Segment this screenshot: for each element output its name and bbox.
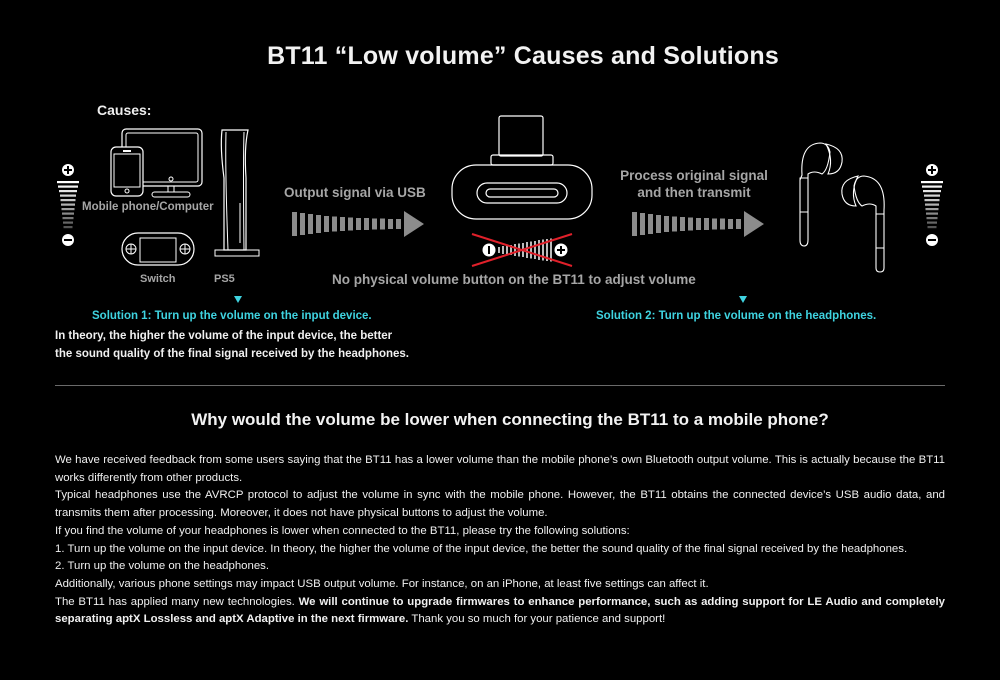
solution2-pointer-icon [739,296,747,303]
bt11-device-icon [448,115,598,230]
faq-last-intro: The BT11 has applied many new technologies. [55,595,299,608]
computer-phone-icon [108,128,208,205]
signal-arrow-icon-2 [630,210,766,245]
volume-bars-icon [56,162,80,248]
process-label-line2: and then transmit [637,185,751,200]
faq-paragraph: Additionally, various phone settings may impact USB output volume. For instance, on an iPhone, at least five settings can affect it. [55,577,709,590]
volume-scale-left [56,162,80,253]
volume-bars-icon [920,162,944,248]
crossed-volume-button-icon [470,233,574,274]
page-title: BT11 “Low volume” Causes and Solutions [267,42,779,70]
process-label-line1: Process original signal [620,168,768,183]
causes-label: Causes: [97,102,152,118]
volume-scale-right [920,162,944,253]
earphones-icon [798,140,898,280]
faq-paragraph: Typical headphones use the AVRCP protocol to adjust the volume in sync with the mobile phone. However, the BT11 obtains the connected device’s USB audio data, and transmits them after processing. Moreover, it does not have physical buttons to adjust the volume. [55,489,945,520]
faq-paragraph: We have received feedback from some users saying that the BT11 has a lower volume than the mobile phone’s own Bluetooth output volume. This is actually because the BT11 works differently from other products. [55,454,945,484]
solution1-pointer-icon [234,296,242,303]
section-divider [55,385,945,386]
faq-paragraph-last [55,594,945,629]
faq-last-outro: Thank you so much for your patience and support! [408,613,666,626]
solution1-detail-line1: In theory, the higher the volume of the input device, the better [55,330,393,342]
solution2-label: Solution 2: Turn up the volume on the headphones. [596,310,877,322]
no-button-label: No physical volume button on the BT11 to adjust volume [332,272,696,287]
faq-paragraph: 2. Turn up the volume on the headphones. [55,560,270,573]
faq-paragraph: 1. Turn up the volume on the input device. In theory, the higher the volume of the input device, the better the sound quality of the final signal received by the headphones. [55,542,908,555]
faq-body [55,452,945,629]
solution1-detail-line2: the sound quality of the final signal received by the headphones. [55,348,410,360]
switch-label: Switch [140,273,176,285]
faq-question: Why would the volume be lower when connecting the BT11 to a mobile phone? [191,410,829,429]
solution1-detail [55,327,409,363]
faq-last-bold: We will continue to upgrade firmwares to enhance performance, such as adding support for LE Audio and completely separating aptX Lossless and aptX Adaptive in the next firmware. [55,595,945,626]
ps5-console-icon [214,128,262,275]
ps5-label: PS5 [214,273,235,285]
process-label [606,167,782,201]
faq-paragraph: If you find the volume of your headphones is lower when connected to the BT11, please try the following solutions: [55,524,630,537]
output-usb-label: Output signal via USB [284,185,426,200]
switch-console-icon [121,230,197,275]
mobile-computer-label: Mobile phone/Computer [82,201,214,213]
solution1-label: Solution 1: Turn up the volume on the input device. [92,310,372,322]
signal-arrow-icon-1 [290,210,426,245]
